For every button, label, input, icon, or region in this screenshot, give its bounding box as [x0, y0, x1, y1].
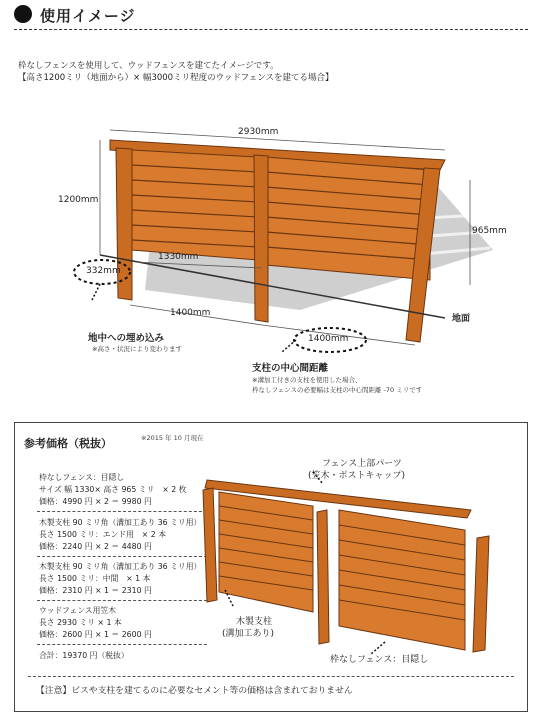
section-title: 使用イメージ [40, 7, 136, 25]
price-item-3-name: 木製支柱 90 ミリ角（溝加工あり 36 ミリ用） [39, 562, 202, 571]
panel-width-label: 1330mm [158, 252, 199, 262]
price-note: 【注意】ビスや支柱を建てるのに必要なセメント等の価格は含まれておりません [36, 686, 353, 696]
post-label-2: (溝加工あり) [222, 629, 275, 639]
spacing-title: 支柱の中心間距離 [252, 363, 329, 374]
spacing-note-1: ※溝加工付きの支柱を使用した場合、 [252, 376, 362, 384]
price-item-2-name: 木製支柱 90 ミリ角（溝加工あり 36 ミリ用） [39, 518, 202, 527]
item-divider [37, 600, 207, 601]
price-title: 参考価格（税抜） [24, 437, 112, 450]
price-item-4-size: 長さ 2930 ミリ × 1 本 [39, 618, 122, 627]
price-total: 合計：19370 円（税抜） [39, 651, 129, 660]
price-item-2-price: 価格：2240 円 × 2 ＝ 4480 円 [39, 542, 152, 551]
price-item-4-price: 価格：2600 円 × 1 ＝ 2600 円 [39, 630, 152, 639]
price-item-1-name: 枠なしフェンス：目隠し [39, 473, 125, 482]
panel-label: 枠なしフェンス：目隠し [330, 655, 429, 665]
post-label-1: 木製支柱 [236, 617, 273, 627]
end-post-left [203, 488, 217, 602]
parts-label-1: フェンス上部パーツ [322, 459, 402, 469]
item-divider [37, 556, 207, 557]
price-item-1-size: サイズ 幅 1330× 高さ 965 ミリ × 2 枚 [39, 485, 187, 494]
width-dimension-label: 2930mm [238, 127, 279, 137]
item-divider [37, 511, 207, 512]
note-divider [28, 676, 514, 677]
price-item-1-price: 価格：4990 円 × 2 ＝ 9980 円 [39, 497, 152, 506]
middle-post [317, 510, 329, 644]
end-post-right [473, 536, 489, 652]
price-item-2-size: 長さ 1500 ミリ：エンド用 × 2 本 [39, 530, 167, 539]
panel-left [219, 492, 313, 612]
post-spacing-label-2: 1400mm [308, 334, 349, 344]
post-left [116, 148, 132, 300]
price-item-3-price: 価格：2310 円 × 1 ＝ 2310 円 [39, 586, 152, 595]
ground-label: 地面 [452, 314, 471, 324]
post-spacing-label-1: 1400mm [170, 308, 211, 318]
parts-illustration [195, 470, 505, 670]
bury-title: 地中への埋め込み [88, 333, 165, 344]
parts-label-2: (笠木・ポストキャップ) [308, 471, 406, 481]
intro-line-2: 【高さ1200ミリ（地面から）× 幅3000ミリ程度のウッドフェンスを建てる場合】 [18, 73, 334, 83]
header-bullet-icon [14, 5, 32, 23]
panel-height-label: 965mm [472, 226, 507, 236]
header-divider [14, 29, 528, 30]
spacing-note-2: 枠なしフェンスの必要幅は支柱の中心間距離 -70 ミリです [252, 386, 423, 394]
intro-line-1: 枠なしフェンスを使用して、ウッドフェンスを建てたイメージです。 [18, 61, 279, 71]
bury-note: ※高さ・状況により変わります [92, 345, 182, 353]
price-item-4-name: ウッドフェンス用笠木 [39, 606, 116, 615]
buried-depth-label: 332mm [86, 266, 121, 276]
item-divider [37, 644, 207, 645]
height-dimension-label: 1200mm [58, 195, 99, 205]
post-middle [254, 155, 268, 322]
price-item-3-size: 長さ 1500 ミリ：中間 × 1 本 [39, 574, 151, 583]
price-date: ※2015 年 10 月現在 [141, 434, 204, 442]
